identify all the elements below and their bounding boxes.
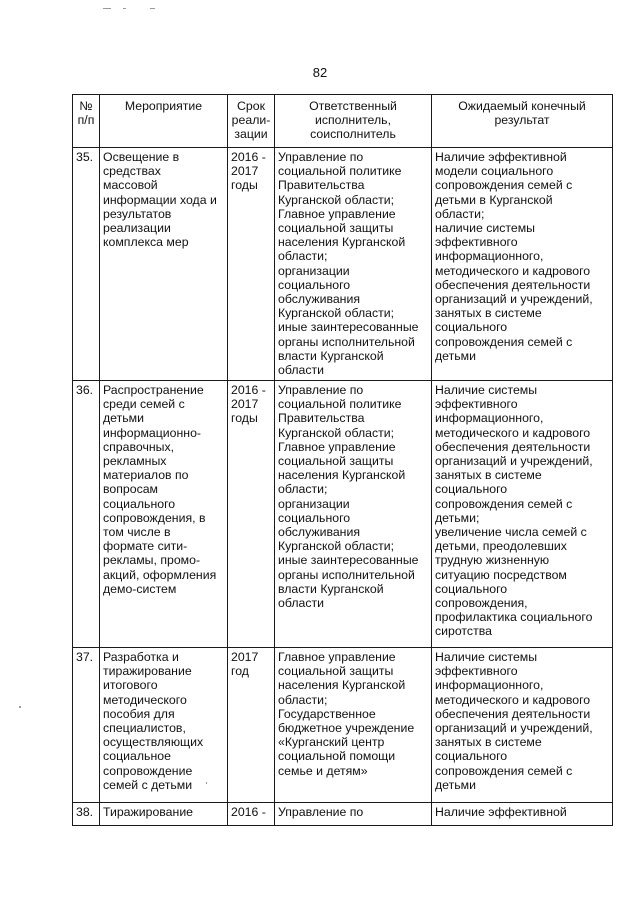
cell-text-line: детьми;: [435, 510, 480, 525]
cell-text-line: методического и кадрового: [435, 425, 591, 440]
cell-text-line: организаций и учреждений,: [435, 292, 593, 307]
cell-text-line: области: [278, 596, 324, 611]
cell-text-line: Правительства: [278, 411, 365, 426]
cell-text-line: Главное управление: [278, 206, 396, 221]
row-number: 38.: [73, 803, 100, 826]
cell-text-line: социального: [435, 320, 508, 335]
cell-text-line: эффективного: [435, 664, 518, 679]
cell-text-line: Срок: [237, 99, 265, 113]
row-number: 37.: [73, 648, 100, 803]
cell-text-line: Курганской области;: [278, 539, 395, 554]
cell-text-line: соисполнитель: [310, 127, 396, 142]
cell-text-line: детьми: [103, 411, 144, 426]
cell-text-line: трудную жизненную: [435, 553, 550, 568]
executor-cell: [275, 648, 432, 803]
cell-text-line: обеспечения деятельности: [435, 277, 591, 292]
cell-text-line: власти Курганской: [278, 348, 384, 363]
row-number: 35.: [73, 148, 100, 381]
header-term: [228, 95, 275, 148]
cell-text-line: социальной политике: [278, 397, 402, 412]
cell-text-line: Главное управление: [278, 439, 396, 454]
cell-text-line: справочных,: [103, 439, 175, 454]
cell-text-line: 2016 -: [231, 383, 266, 397]
cell-text-line: зации: [234, 127, 268, 142]
cell-text-line: социального: [103, 496, 176, 511]
cell-text-line: бюджетное учреждение: [278, 721, 415, 736]
cell-text-line: методического и кадрового: [435, 692, 591, 707]
executor-cell: [275, 803, 432, 826]
cell-text-line: №: [79, 99, 93, 113]
term-cell: [228, 148, 275, 381]
cell-text-line: организации: [278, 263, 350, 278]
cell-text-line: социального: [278, 277, 351, 292]
cell-text-line: эффективного: [435, 235, 518, 250]
cell-text-line: области;: [278, 482, 328, 497]
cell-text-line: социальной политике: [278, 164, 402, 179]
cell-text-line: области;: [435, 206, 485, 221]
cell-text-line: Мероприятие: [124, 99, 203, 113]
cell-text-line: 2016 -: [231, 150, 266, 164]
row-number: 36.: [73, 381, 100, 648]
executor-cell: [275, 381, 432, 648]
table-row: [73, 803, 613, 826]
cell-text-line: Государственное: [278, 706, 376, 721]
term-cell: [228, 648, 275, 803]
cell-text-line: методического и кадрового: [435, 263, 591, 278]
action-plan-table: [72, 94, 613, 826]
cell-text-line: рекламы, промо-: [103, 553, 201, 568]
cell-text-line: реализации: [103, 221, 171, 236]
cell-text-line: иные заинтересованные: [278, 320, 419, 335]
cell-text-line: Разработка и: [103, 650, 179, 664]
cell-text-line: Ожидаемый конечный: [458, 99, 586, 113]
cell-text-line: сопровождения семей с: [435, 496, 573, 511]
cell-text-line: «Курганский центр: [278, 735, 385, 750]
cell-text-line: сопровождения семей с: [435, 334, 573, 349]
cell-text-line: осуществляющих: [103, 735, 204, 750]
header-result: [432, 95, 613, 148]
cell-text-line: Распространение: [103, 383, 204, 397]
cell-text-line: социальной защиты: [278, 664, 394, 679]
cell-text-line: области: [278, 363, 324, 378]
cell-text-line: Управление по: [278, 150, 364, 164]
cell-text-line: наличие системы: [435, 221, 535, 236]
result-cell: [432, 148, 613, 381]
cell-text-line: среди семей с: [103, 397, 185, 412]
cell-text-line: ситуацию посредством: [435, 567, 567, 582]
cell-text-line: Наличие системы: [435, 383, 538, 397]
cell-text-line: массовой: [103, 178, 158, 193]
cell-text-line: социальное: [103, 749, 171, 764]
cell-text-line: результатов: [103, 206, 172, 221]
cell-text-line: год: [231, 664, 249, 679]
result-cell: [432, 803, 613, 826]
event-cell: [100, 648, 228, 803]
cell-text-line: детьми, преодолевших: [435, 539, 567, 554]
cell-text-line: Освещение в: [103, 150, 180, 164]
cell-text-line: методического: [103, 692, 187, 707]
cell-text-line: семей с детьми: [103, 777, 193, 792]
cell-text-line: Тиражирование: [103, 805, 194, 819]
cell-text-line: сопровождения, в: [103, 510, 206, 525]
cell-text-line: Правительства: [278, 178, 365, 193]
cell-text-line: области;: [278, 249, 328, 264]
cell-text-line: Курганской области;: [278, 425, 395, 440]
cell-text-line: иные заинтересованные: [278, 553, 419, 568]
table-row: [73, 148, 613, 381]
cell-text-line: эффективного: [435, 397, 518, 412]
cell-text-line: обеспечения деятельности: [435, 706, 591, 721]
cell-text-line: социального: [435, 581, 508, 596]
cell-text-line: социального: [435, 749, 508, 764]
cell-text-line: сиротства: [435, 624, 492, 639]
cell-text-line: модели социального: [435, 164, 554, 179]
cell-text-line: профилактика социального: [435, 610, 593, 625]
cell-text-line: рекламных: [103, 454, 167, 469]
cell-text-line: 2016 -: [231, 805, 266, 819]
cell-text-line: социального: [278, 510, 351, 525]
cell-text-line: детьми: [435, 348, 476, 363]
cell-text-line: информационного,: [435, 249, 544, 264]
cell-text-line: годы: [231, 178, 258, 193]
cell-text-line: акций, оформления: [103, 567, 217, 582]
cell-text-line: 2017: [231, 164, 259, 179]
table-row: [73, 648, 613, 803]
cell-text-line: органы исполнительной: [278, 334, 415, 349]
cell-text-line: занятых в системе: [435, 735, 542, 750]
cell-text-line: итогового: [103, 678, 158, 693]
cell-text-line: организаций и учреждений,: [435, 454, 593, 469]
cell-text-line: Управление по: [278, 383, 364, 397]
cell-text-line: занятых в системе: [435, 306, 542, 321]
cell-text-line: том числе в: [103, 525, 171, 540]
table-row: [73, 381, 613, 648]
cell-text-line: сопровождения семей с: [435, 178, 573, 193]
cell-text-line: Курганской области;: [278, 192, 395, 207]
cell-text-line: занятых в системе: [435, 468, 542, 483]
cell-text-line: социальной помощи: [278, 749, 396, 764]
cell-text-line: сопровождения,: [435, 596, 528, 611]
cell-text-line: формате сити-: [103, 539, 188, 554]
cell-text-line: вопросам: [103, 482, 159, 497]
cell-text-line: организаций и учреждений,: [435, 721, 593, 736]
cell-text-line: 2017: [231, 397, 259, 412]
cell-text-line: социальной защиты: [278, 221, 394, 236]
cell-text-line: п/п: [77, 113, 95, 128]
cell-text-line: средствах: [103, 164, 161, 179]
cell-text-line: увеличение числа семей с: [435, 525, 587, 540]
cell-text-line: Наличие системы: [435, 650, 538, 664]
cell-text-line: социального: [435, 482, 508, 497]
header-executor: [275, 95, 432, 148]
cell-text-line: обслуживания: [278, 525, 361, 540]
cell-text-line: Наличие эффективной: [435, 150, 567, 164]
header-event: [100, 95, 228, 148]
cell-text-line: информационно-: [103, 425, 202, 440]
cell-text-line: информационного,: [435, 678, 544, 693]
event-cell: [100, 381, 228, 648]
cell-text-line: 2017: [231, 650, 259, 664]
event-cell: [100, 148, 228, 381]
cell-text-line: Ответственный: [309, 99, 397, 113]
cell-text-line: материалов по: [103, 468, 189, 483]
cell-text-line: информации хода и: [103, 192, 217, 207]
page-number: 82: [312, 65, 328, 80]
term-cell: [228, 381, 275, 648]
cell-text-line: детьми: [435, 777, 476, 792]
cell-text-line: организации: [278, 496, 350, 511]
cell-text-line: власти Курганской: [278, 581, 384, 596]
cell-text-line: Курганской области;: [278, 306, 395, 321]
cell-text-line: результат: [494, 113, 550, 128]
term-cell: [228, 803, 275, 826]
executor-cell: [275, 148, 432, 381]
cell-text-line: населения Курганской: [278, 235, 406, 250]
result-cell: [432, 648, 613, 803]
cell-text-line: годы: [231, 411, 258, 426]
cell-text-line: сопровождения семей с: [435, 763, 573, 778]
event-cell: [100, 803, 228, 826]
cell-text-line: органы исполнительной: [278, 567, 415, 582]
cell-text-line: исполнитель,: [314, 113, 391, 128]
cell-text-line: населения Курганской: [278, 468, 406, 483]
cell-text-line: специалистов,: [103, 721, 186, 736]
cell-text-line: обслуживания: [278, 292, 361, 307]
cell-text-line: тиражирование: [103, 664, 192, 679]
cell-text-line: Главное управление: [278, 650, 396, 664]
cell-text-line: детьми в Курганской: [435, 192, 553, 207]
result-cell: [432, 381, 613, 648]
cell-text-line: области;: [278, 692, 328, 707]
cell-text-line: социальной защиты: [278, 454, 394, 469]
cell-text-line: обеспечения деятельности: [435, 439, 591, 454]
cell-text-line: реали-: [231, 113, 271, 128]
cell-text-line: семье и детям»: [278, 763, 368, 778]
cell-text-line: пособия для: [103, 706, 175, 721]
header-number: [73, 95, 100, 148]
cell-text-line: Управление по: [278, 805, 364, 819]
table-header-row: [73, 95, 613, 148]
cell-text-line: комплекса мер: [103, 235, 189, 250]
cell-text-line: информационного,: [435, 411, 544, 426]
cell-text-line: демо-систем: [103, 581, 177, 596]
cell-text-line: Наличие эффективной: [435, 805, 567, 819]
cell-text-line: населения Курганской: [278, 678, 406, 693]
cell-text-line: сопровождение: [103, 763, 193, 778]
